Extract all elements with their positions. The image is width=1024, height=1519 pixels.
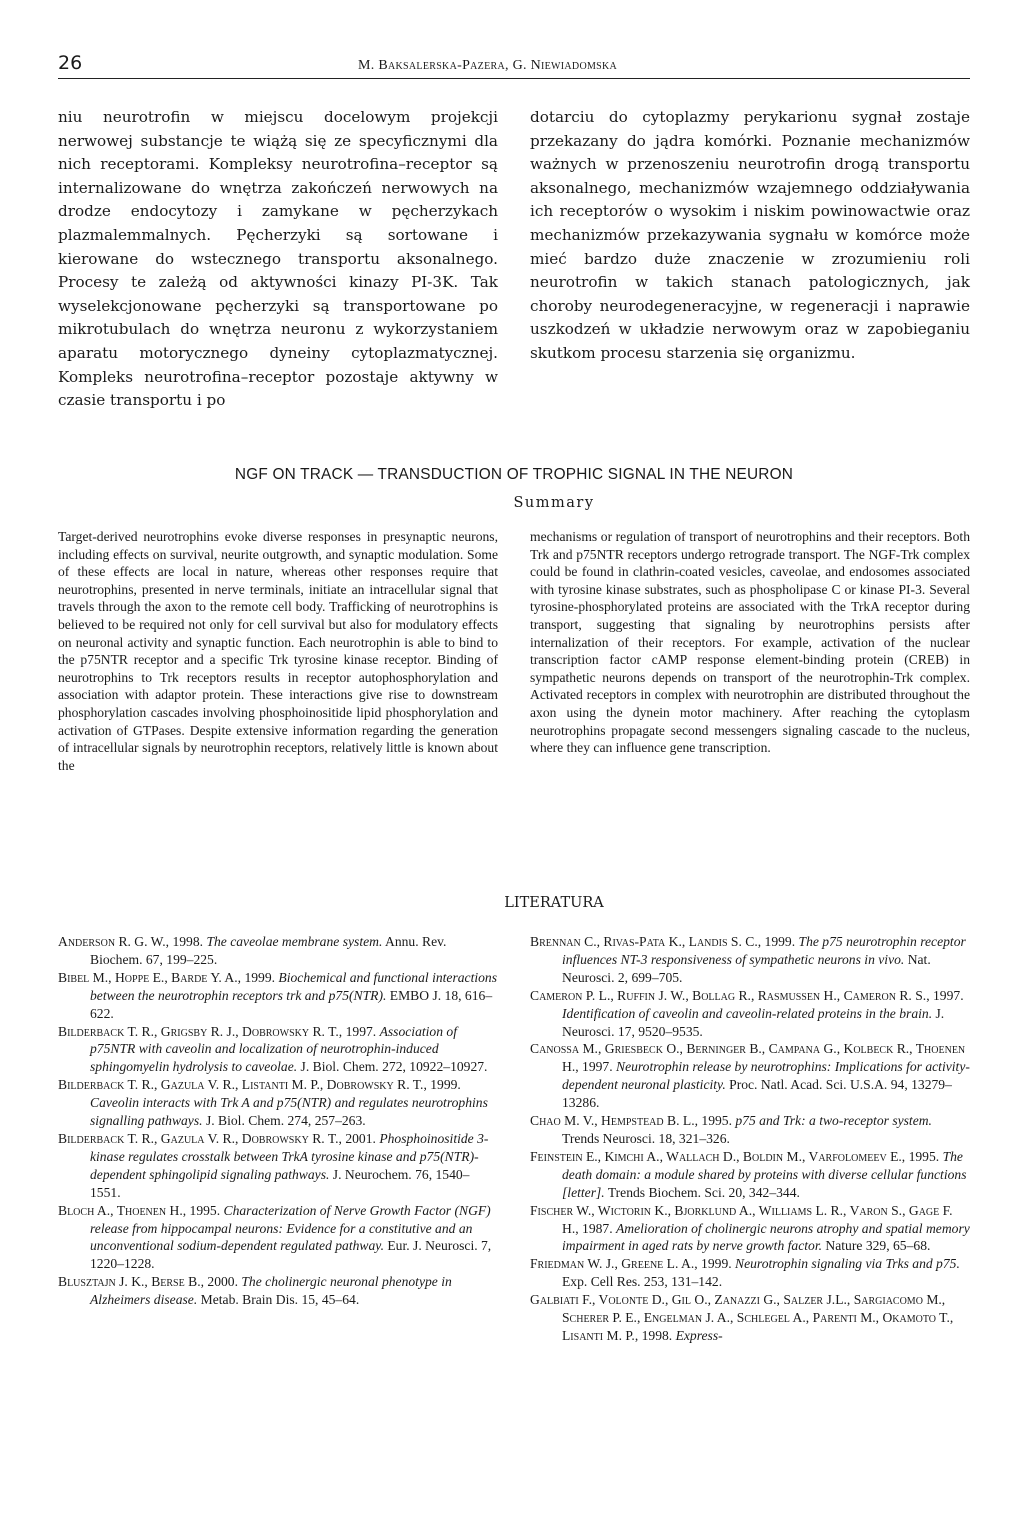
- reference-entry: [530, 1112, 970, 1148]
- reference-entry: [58, 1023, 498, 1077]
- reference-source: Metab. Brain Dis. 15, 45–64.: [197, 1292, 360, 1308]
- reference-year: , 1999.: [237, 969, 279, 985]
- reference-title: Neurotrophin signaling via Trks and p75.: [735, 1256, 960, 1272]
- reference-year: , 1998.: [634, 1327, 676, 1343]
- reference-source: Eur. J. Neurosci. 7, 1220–1228.: [90, 1238, 492, 1272]
- polish-text-column-left: [58, 106, 498, 413]
- reference-title: The death domain: a module shared by proteins with diverse cellular functions [letter].: [562, 1148, 967, 1200]
- reference-source: Annu. Rev. Biochem. 67, 199–225.: [90, 934, 447, 967]
- reference-title: Identification of caveolin and caveolin-related proteins in the brain.: [562, 1005, 933, 1021]
- summary-columns: [58, 528, 970, 774]
- reference-authors: Brennan C., Rivas-Pata K., Landis S. C.: [530, 934, 758, 949]
- reference-entry: [530, 1255, 970, 1291]
- summary-paragraph: Target-derived neurotrophins evoke diverse responses in presynaptic neurons, including effects on survival, neurite outgrowth, and synaptic modulation. Some of these effects are local in nature, whereas other responses require that neurotrophins, presented in nerve terminals, initiate an intracellular signal that travels through the axon to the remote cell body. Trafficking of neurotrophins is believed to be required not only for cell survival but also for modulatory effects on neuronal activity and synaptic function. Each neurotrophin is able to bind to the p75NTR receptor and a specific Trk tyrosine kinase receptor. Binding of neurotrophins to Trk receptors results in receptor autophosphorylation and association with adaptor protein. These interactions give rise to downstream phosphorylation cascades involving phosphoinositide lipid phosphorylation and activation of GTPases. Despite extensive information regarding the generation of intracellular signals by neurotrophin receptors, relatively little is known about the: [58, 529, 498, 773]
- reference-source: Trends Biochem. Sci. 20, 342–344.: [604, 1184, 800, 1200]
- reference-entry: [58, 969, 498, 1023]
- reference-source: Trends Neurosci. 18, 321–326.: [562, 1130, 730, 1146]
- reference-source: J. Biol. Chem. 274, 257–263.: [202, 1113, 366, 1129]
- reference-year: , 1987.: [575, 1220, 616, 1236]
- reference-year: , 1995.: [901, 1148, 943, 1164]
- reference-source: Proc. Natl. Acad. Sci. U.S.A. 94, 13279–13286.: [562, 1077, 952, 1111]
- reference-year: , 1995.: [694, 1113, 736, 1129]
- reference-entry: [530, 1202, 970, 1256]
- running-head: M. Baksalerska-Pazera, G. Niewiadomska: [358, 58, 618, 73]
- reference-entry: [58, 1273, 498, 1309]
- reference-year: , 2000.: [200, 1274, 242, 1290]
- reference-authors: Cameron P. L., Ruffin J. W., Bollag R., Rasmussen H., Cameron R. S.: [530, 987, 927, 1003]
- summary-paragraph: mechanisms or regulation of transport of neurotrophins and their receptors. Both Trk and p75NTR receptors undergo retrograde transport. The NGF-Trk complex could be found in clathrin-coated vesicles, caveolae, and endosomes associated with tyrosine kinase substrates, such as phospholipase C or kinase PI-3. Several tyrosine-phosphorylated proteins are associated with the TrkA receptor during transport, suggesting that signaling by neurotrophins persists after internalization of their receptors. For example, activation of the nuclear transcription factor cAMP response element-binding protein (CREB) in sympathetic neurons depends on transport of the neurotrophin-Trk complex. Activated receptors in complex with neurotrophin are distributed throughout the axon using the dynein motor machinery. After reaching the cytoplasm neurotrophins propagate second messengers signaling cascade to the nucleus, where they can influence gene transcription.: [530, 529, 970, 756]
- reference-title: Amelioration of cholinergic neurons atrophy and spatial memory impairment in aged rats by nerve growth factor.: [562, 1220, 970, 1254]
- reference-authors: Bilderback T. R., Grigsby R. J., Dobrowsky R. T.: [58, 1023, 339, 1039]
- reference-title: The p75 neurotrophin receptor influences NT-3 responsiveness of sympathetic neurons in vivo.: [562, 934, 966, 967]
- reference-year: , 1997.: [926, 987, 964, 1003]
- reference-column-left: [58, 933, 498, 1345]
- page-header: [58, 52, 970, 79]
- journal-page: [58, 52, 970, 1343]
- reference-year: , 1999.: [757, 934, 799, 949]
- reference-year: , 1997.: [338, 1023, 380, 1039]
- summary-column-right: [530, 528, 970, 774]
- reference-authors: Friedman W. J., Greene L. A.: [530, 1256, 695, 1272]
- reference-entry: [58, 1076, 498, 1130]
- reference-authors: Feinstein E., Kimchi A., Wallach D., Boldin M., Varfolomeev E.: [530, 1148, 902, 1164]
- reference-title: Characterization of Nerve Growth Factor (NGF) release from hippocampal neurons: Evidence for a constitutive and an unconventional sodium-dependent regulated pathway.: [90, 1202, 491, 1254]
- reference-title: p75 and Trk: a two-receptor system.: [735, 1113, 932, 1129]
- reference-entry: [530, 1291, 970, 1345]
- reference-authors: Chao M. V., Hempstead B. L.: [530, 1113, 695, 1129]
- reference-title: Association of p75NTR with caveolin and localization of neurotrophin-induced sphingomyelin hydrolysis to caveolae.: [90, 1023, 457, 1075]
- summary-heading: Summary: [513, 495, 595, 511]
- page-number: 26: [58, 52, 83, 74]
- reference-entry: [530, 933, 970, 987]
- reference-entry: [58, 1130, 498, 1202]
- reference-columns: [58, 933, 970, 1345]
- reference-authors: Bloch A., Thoenen H.: [58, 1202, 183, 1218]
- reference-entry: [58, 1202, 498, 1274]
- reference-title: Biochemical and functional interactions between the neurotrophin receptors trk and p75(NTR).: [90, 969, 498, 1003]
- reference-column-right: [530, 933, 970, 1345]
- polish-text-columns: [58, 106, 970, 413]
- summary-title: NGF ON TRACK — TRANSDUCTION OF TROPHIC SIGNAL IN THE NEURON: [234, 466, 794, 483]
- reference-year: , 1997.: [575, 1059, 616, 1075]
- reference-entry: [530, 987, 970, 1041]
- reference-title: Express-: [675, 1327, 723, 1343]
- reference-source: J. Neurochem. 76, 1540–1551.: [90, 1166, 470, 1200]
- reference-source: J. Neurosci. 17, 9520–9535.: [562, 1005, 945, 1039]
- reference-authors: Galbiati F., Volonte D., Gil O., Zanazzi G., Salzer J.L., Sargiacomo M., Scherer P. E., Engelman J. A., Schlegel A., Parenti M., Okamoto T., Lisanti M. P.: [530, 1292, 954, 1343]
- reference-source: EMBO J. 18, 616–622.: [90, 987, 493, 1021]
- reference-year: , 2001.: [338, 1130, 380, 1146]
- reference-source: Nat. Neurosci. 2, 699–705.: [562, 951, 931, 985]
- reference-authors: Blusztajn J. K., Berse B.: [58, 1274, 201, 1290]
- polish-paragraph: niu neurotrofin w miejscu docelowym projekcji nerwowej substancje te wiążą się ze specyficznymi dla nich receptorami. Kompleksy neurotrofina–receptor są internalizowane do wnętrza zakończeń nerwowych na drodze endocytozy i zamykane w pęcherzykach plazmalemmalnych. Pęcherzyki są sortowane i kierowane do wstecznego transportu aksonalnego. Procesy te zależą od aktywności kinazy PI-3K. Tak wyselekcjonowane pęcherzyki są transportowane po mikrotubulach do wnętrza neuronu z wykorzystaniem aparatu motorycznego dyneiny cytoplazmatycznej. Kompleks neurotrofina–receptor pozostaje aktywny w czasie transportu i po: [58, 108, 498, 410]
- reference-title: Caveolin interacts with Trk A and p75(NTR) and regulates neurotrophins signalling pathways.: [90, 1095, 488, 1129]
- reference-year: , 1999.: [423, 1077, 461, 1093]
- reference-year: , 1999.: [694, 1256, 736, 1272]
- reference-source: Exp. Cell Res. 253, 131–142.: [562, 1274, 723, 1290]
- reference-entry: [530, 1148, 970, 1202]
- reference-authors: Bilderback T. R., Gazula V. R., Listanti M. P., Dobrowsky R. T.: [58, 1077, 424, 1093]
- reference-source: J. Biol. Chem. 272, 10922–10927.: [297, 1059, 488, 1075]
- summary-column-left: [58, 528, 498, 774]
- reference-year: , 1998.: [165, 934, 207, 949]
- reference-title: Phosphoinositide 3-kinase regulates crosstalk between TrkA tyrosine kinase and p75(NTR)-dependent sphingolipid signaling pathways.: [90, 1130, 489, 1182]
- polish-text-column-right: [530, 106, 970, 413]
- reference-authors: Bilderback T. R., Gazula V. R., Dobrowsky R. T.: [58, 1130, 339, 1146]
- reference-entry: [530, 1040, 970, 1112]
- reference-authors: Canossa M., Griesbeck O., Berninger B., Campana G., Kolbeck R., Thoenen H.: [530, 1041, 966, 1075]
- reference-title: The cholinergic neuronal phenotype in Alzheimers disease.: [90, 1274, 452, 1308]
- reference-authors: Bibel M., Hoppe E., Barde Y. A.: [58, 969, 238, 985]
- literature-heading: LITERATURA: [504, 895, 604, 911]
- polish-paragraph: dotarciu do cytoplazmy perykarionu sygnał zostaje przekazany do jądra komórki. Poznanie mechanizmów ważnych w przenoszeniu neurotrofin drogą transportu aksonalnego, mechanizmów wzajemnego oddziaływania ich receptorów o wysokim i niskim powinowactwie oraz mechanizmów przekazywania sygnału w komórce może mieć bardzo duże znaczenie w zrozumieniu roli neurotrofin w takich stanach patologicznych, jak choroby neurodegeneracyjne, w regeneracji i naprawie uszkodzeń w układzie nerwowym oraz w zapobieganiu skutkom procesu starzenia się organizmu.: [530, 108, 970, 362]
- reference-authors: Fischer W., Wictorin K., Bjorklund A., Williams L. R., Varon S., Gage F. H.: [530, 1202, 953, 1236]
- reference-source: Nature 329, 65–68.: [822, 1238, 931, 1254]
- reference-entry: [58, 933, 498, 969]
- reference-authors: Anderson R. G. W.: [58, 934, 166, 949]
- reference-title: Neurotrophin release by neurotrophins: Implications for activity-dependent neuronal plasticity.: [562, 1059, 970, 1093]
- reference-year: , 1995.: [182, 1202, 224, 1218]
- reference-title: The caveolae membrane system.: [206, 934, 383, 949]
